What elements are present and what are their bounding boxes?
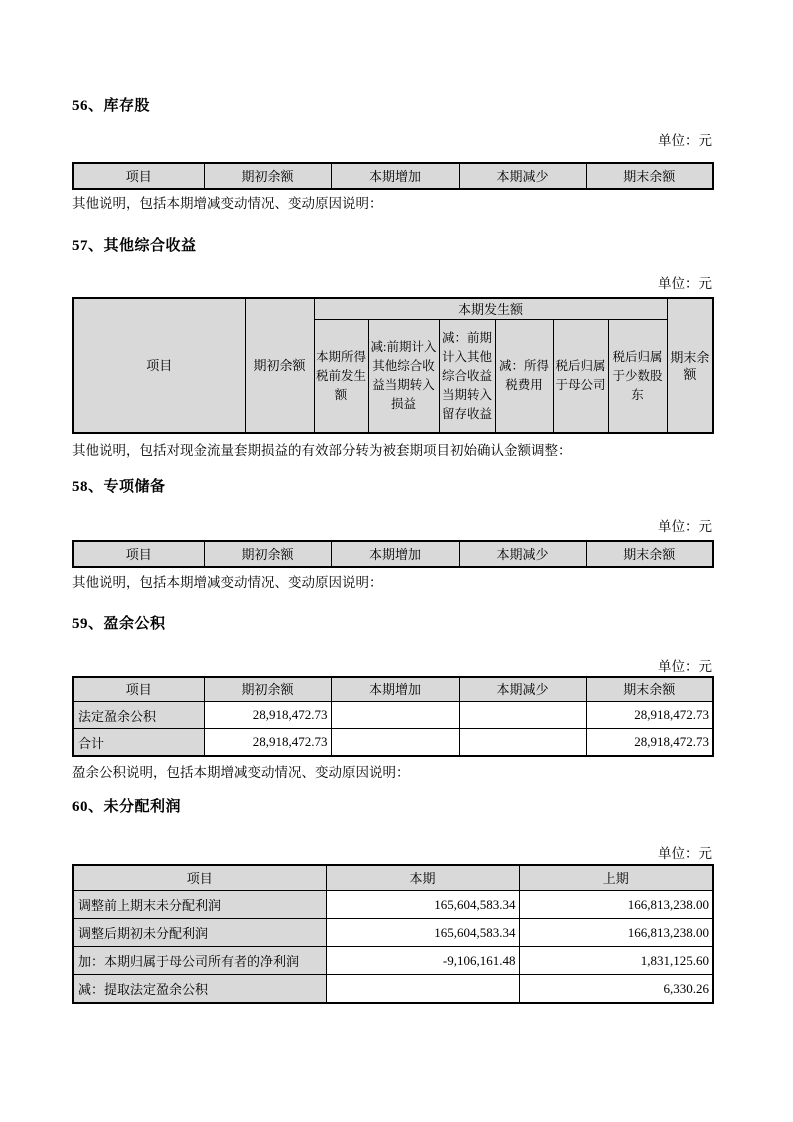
row-label-add-net-profit: 加：本期归属于母公司所有者的净利润	[73, 947, 326, 975]
table-header-row	[73, 541, 713, 567]
group-header-current-period: 本期发生额	[314, 298, 667, 320]
section-57-note: 其他说明，包括对现金流量套期损益的有效部分转为被套期项目初始确认金额调整：	[72, 443, 572, 458]
section-58-heading: 58、专项储备	[72, 479, 166, 495]
table-row	[73, 729, 713, 757]
current-period-value: 165,604,583.34	[326, 891, 519, 919]
row-label-less-statutory-surplus: 减：提取法定盈余公积	[73, 975, 326, 1004]
prior-period-value: 166,813,238.00	[519, 919, 713, 947]
col-item-header: 项目	[73, 865, 326, 891]
col-closing-balance-header: 期末余额	[586, 541, 713, 567]
col-closing-balance-header: 期末余额	[586, 677, 713, 702]
col-pretax-amount-header: 本期所得税前发生额	[314, 320, 368, 434]
section-undistributed-profit	[72, 798, 712, 1004]
section-60-heading: 60、未分配利润	[72, 799, 182, 815]
unit-label: 单位：元	[658, 659, 712, 674]
surplus-reserve-table	[72, 676, 714, 757]
current-period-value	[326, 975, 519, 1004]
opening-balance-value: 28,918,472.73	[204, 729, 331, 757]
col-item-header: 项目	[73, 677, 204, 702]
treasury-stock-table	[72, 162, 714, 190]
unit-label: 单位：元	[658, 276, 712, 291]
table-row	[73, 975, 713, 1004]
col-item-header: 项目	[73, 298, 245, 433]
table-row	[73, 919, 713, 947]
col-attributable-minority-header: 税后归属于少数股东	[608, 320, 667, 434]
col-period-decrease-header: 本期减少	[459, 163, 586, 189]
col-closing-balance-header: 期末余额	[667, 298, 713, 433]
period-decrease-value	[459, 702, 586, 729]
table-header-row	[73, 865, 713, 891]
current-period-value: 165,604,583.34	[326, 919, 519, 947]
closing-balance-value: 28,918,472.73	[586, 702, 713, 729]
section-59-note: 盈余公积说明，包括本期增减变动情况、变动原因说明：	[72, 765, 410, 780]
undistributed-profit-table	[72, 864, 714, 1004]
current-period-value: -9,106,161.48	[326, 947, 519, 975]
table-header-row	[73, 163, 713, 189]
section-treasury-stock	[72, 97, 712, 212]
col-opening-balance-header: 期初余额	[245, 298, 314, 433]
period-decrease-value	[459, 729, 586, 757]
row-label-before-adjustment: 调整前上期末未分配利润	[73, 891, 326, 919]
unit-label: 单位：元	[658, 133, 712, 148]
col-closing-balance-header: 期末余额	[586, 163, 713, 189]
section-58-note: 其他说明，包括本期增减变动情况、变动原因说明：	[72, 575, 383, 590]
col-period-decrease-header: 本期减少	[459, 541, 586, 567]
section-57-heading: 57、其他综合收益	[72, 238, 197, 254]
table-row	[73, 702, 713, 729]
section-59-heading: 59、盈余公积	[72, 616, 166, 632]
row-label-total: 合计	[73, 729, 204, 757]
col-opening-balance-header: 期初余额	[204, 163, 331, 189]
unit-label: 单位：元	[658, 846, 712, 861]
prior-period-value: 166,813,238.00	[519, 891, 713, 919]
col-item-header: 项目	[73, 541, 204, 567]
row-label-after-adjustment: 调整后期初未分配利润	[73, 919, 326, 947]
table-header-row	[73, 677, 713, 702]
section-surplus-reserve	[72, 615, 712, 781]
col-transfer-to-retained-earnings-header: 减：前期计入其他综合收益当期转入留存收益	[439, 320, 495, 434]
col-current-period-header: 本期	[326, 865, 519, 891]
section-56-note: 其他说明，包括本期增减变动情况、变动原因说明：	[72, 196, 383, 211]
col-period-increase-header: 本期增加	[331, 163, 459, 189]
table-header-row-1	[73, 298, 713, 320]
section-other-comprehensive-income	[72, 237, 712, 459]
col-income-tax-header: 减：所得税费用	[495, 320, 553, 434]
unit-label: 单位：元	[658, 519, 712, 534]
col-prior-period-header: 上期	[519, 865, 713, 891]
col-attributable-parent-header: 税后归属于母公司	[553, 320, 608, 434]
row-label-statutory-surplus: 法定盈余公积	[73, 702, 204, 729]
period-increase-value	[331, 729, 459, 757]
other-comprehensive-income-table	[72, 297, 714, 434]
section-56-heading: 56、库存股	[72, 98, 151, 114]
col-opening-balance-header: 期初余额	[204, 541, 331, 567]
special-reserve-table	[72, 540, 714, 568]
col-period-decrease-header: 本期减少	[459, 677, 586, 702]
closing-balance-value: 28,918,472.73	[586, 729, 713, 757]
col-period-increase-header: 本期增加	[331, 677, 459, 702]
opening-balance-value: 28,918,472.73	[204, 702, 331, 729]
col-transfer-to-pnl-header: 减:前期计入其他综合收益当期转入损益	[368, 320, 439, 434]
prior-period-value: 6,330.26	[519, 975, 713, 1004]
table-row	[73, 947, 713, 975]
col-period-increase-header: 本期增加	[331, 541, 459, 567]
section-special-reserve	[72, 478, 712, 591]
col-opening-balance-header: 期初余额	[204, 677, 331, 702]
col-item-header: 项目	[73, 163, 204, 189]
prior-period-value: 1,831,125.60	[519, 947, 713, 975]
table-row	[73, 891, 713, 919]
period-increase-value	[331, 702, 459, 729]
